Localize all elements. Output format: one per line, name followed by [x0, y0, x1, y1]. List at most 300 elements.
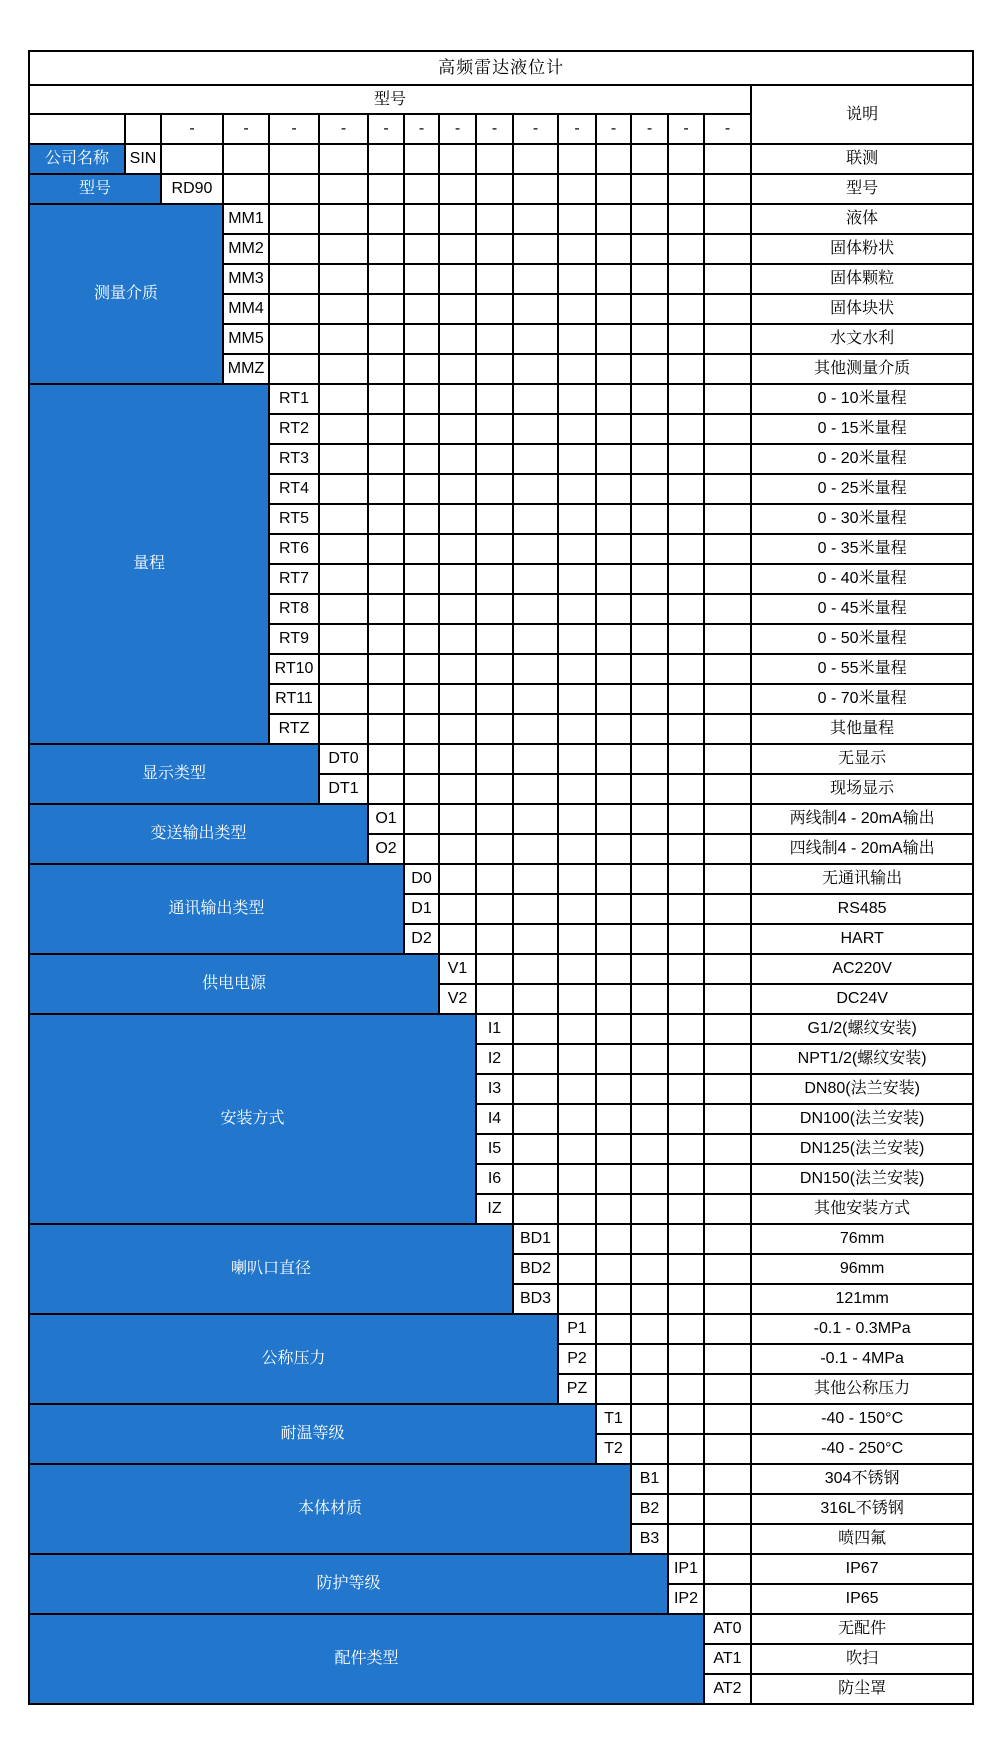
empty-cell	[704, 1224, 751, 1254]
empty-cell	[596, 654, 631, 684]
empty-cell	[513, 264, 558, 294]
empty-cell	[596, 414, 631, 444]
empty-cell	[631, 234, 668, 264]
empty-cell	[668, 1524, 704, 1554]
empty-cell	[631, 204, 668, 234]
empty-cell	[439, 294, 476, 324]
empty-cell	[269, 324, 319, 354]
description-cell: 防尘罩	[751, 1674, 973, 1704]
empty-cell	[631, 384, 668, 414]
empty-cell	[269, 144, 319, 174]
code-cell: D1	[404, 894, 439, 924]
dash-cell: -	[513, 114, 558, 144]
empty-cell	[704, 1524, 751, 1554]
empty-cell	[368, 444, 404, 474]
empty-cell	[513, 894, 558, 924]
empty-cell	[368, 684, 404, 714]
empty-cell	[668, 414, 704, 444]
dash-cell: -	[269, 114, 319, 144]
empty-cell	[704, 504, 751, 534]
empty-cell	[668, 1314, 704, 1344]
empty-cell	[269, 354, 319, 384]
empty-cell	[439, 594, 476, 624]
empty-cell	[596, 834, 631, 864]
empty-cell	[631, 684, 668, 714]
empty-cell	[476, 924, 513, 954]
empty-cell	[668, 1044, 704, 1074]
empty-cell	[596, 1284, 631, 1314]
empty-cell	[704, 1464, 751, 1494]
empty-cell	[631, 1434, 668, 1464]
description-cell: HART	[751, 924, 973, 954]
code-cell: B2	[631, 1494, 668, 1524]
empty-cell	[558, 864, 596, 894]
empty-cell	[368, 774, 404, 804]
empty-cell	[319, 414, 368, 444]
description-cell: 其他公称压力	[751, 1374, 973, 1404]
empty-cell	[476, 384, 513, 414]
empty-cell	[704, 1194, 751, 1224]
dash-cell: -	[631, 114, 668, 144]
empty-cell	[476, 864, 513, 894]
empty-cell	[558, 834, 596, 864]
code-cell: AT2	[704, 1674, 751, 1704]
empty-cell	[404, 414, 439, 444]
empty-cell	[368, 384, 404, 414]
empty-cell	[476, 444, 513, 474]
empty-cell	[558, 894, 596, 924]
empty-cell	[368, 294, 404, 324]
code-cell: D0	[404, 864, 439, 894]
empty-cell	[558, 1074, 596, 1104]
dash-cell: -	[439, 114, 476, 144]
code-cell: V2	[439, 984, 476, 1014]
empty-cell	[476, 474, 513, 504]
empty-cell	[439, 504, 476, 534]
empty-cell	[596, 1134, 631, 1164]
empty-cell	[513, 474, 558, 504]
empty-cell	[668, 894, 704, 924]
empty-cell	[476, 294, 513, 324]
dash-cell: -	[404, 114, 439, 144]
table-row	[29, 744, 973, 774]
empty-cell	[596, 1074, 631, 1104]
empty-cell	[558, 954, 596, 984]
code-cell: RT11	[269, 684, 319, 714]
empty-cell	[704, 594, 751, 624]
empty-cell	[631, 1194, 668, 1224]
empty-cell	[558, 324, 596, 354]
category-cell: 量程	[29, 384, 269, 744]
empty-cell	[558, 594, 596, 624]
empty-cell	[368, 534, 404, 564]
description-cell: 无通讯输出	[751, 864, 973, 894]
empty-cell	[404, 354, 439, 384]
description-cell: DN100(法兰安装)	[751, 1104, 973, 1134]
empty-cell	[513, 834, 558, 864]
empty-cell	[596, 1254, 631, 1284]
category-cell: 公称压力	[29, 1314, 558, 1404]
empty-cell	[513, 1194, 558, 1224]
empty-cell	[668, 1434, 704, 1464]
empty-cell	[404, 534, 439, 564]
empty-cell	[404, 324, 439, 354]
empty-cell	[631, 324, 668, 354]
empty-cell	[223, 144, 269, 174]
empty-cell	[476, 804, 513, 834]
empty-cell	[596, 234, 631, 264]
table-row	[29, 384, 973, 414]
description-cell: 四线制4 - 20mA输出	[751, 834, 973, 864]
code-cell: RT3	[269, 444, 319, 474]
empty-cell	[631, 1224, 668, 1254]
empty-cell	[596, 504, 631, 534]
empty-cell	[29, 114, 125, 144]
empty-cell	[439, 684, 476, 714]
empty-cell	[704, 864, 751, 894]
empty-cell	[439, 174, 476, 204]
empty-cell	[631, 594, 668, 624]
empty-cell	[631, 144, 668, 174]
empty-cell	[558, 444, 596, 474]
empty-cell	[668, 1404, 704, 1434]
empty-cell	[368, 264, 404, 294]
empty-cell	[704, 444, 751, 474]
code-cell: MM1	[223, 204, 269, 234]
empty-cell	[558, 204, 596, 234]
empty-cell	[631, 624, 668, 654]
code-cell: MM5	[223, 324, 269, 354]
description-cell: 联测	[751, 144, 973, 174]
empty-cell	[631, 654, 668, 684]
description-cell: 76mm	[751, 1224, 973, 1254]
empty-cell	[513, 1104, 558, 1134]
empty-cell	[596, 1014, 631, 1044]
empty-cell	[596, 1044, 631, 1074]
empty-cell	[558, 384, 596, 414]
dash-cell: -	[223, 114, 269, 144]
empty-cell	[596, 294, 631, 324]
empty-cell	[596, 264, 631, 294]
dash-cell: -	[668, 114, 704, 144]
empty-cell	[704, 384, 751, 414]
empty-cell	[404, 444, 439, 474]
code-cell: MM2	[223, 234, 269, 264]
empty-cell	[513, 444, 558, 474]
code-cell: RT8	[269, 594, 319, 624]
empty-cell	[476, 714, 513, 744]
empty-cell	[704, 744, 751, 774]
empty-cell	[631, 564, 668, 594]
empty-cell	[704, 414, 751, 444]
empty-cell	[476, 984, 513, 1014]
code-cell: I1	[476, 1014, 513, 1044]
empty-cell	[704, 1044, 751, 1074]
empty-cell	[125, 114, 161, 144]
empty-cell	[161, 144, 223, 174]
empty-cell	[558, 1134, 596, 1164]
empty-cell	[319, 474, 368, 504]
empty-cell	[631, 1374, 668, 1404]
empty-cell	[558, 1014, 596, 1044]
description-cell: 固体块状	[751, 294, 973, 324]
model-header-row	[29, 85, 973, 114]
empty-cell	[513, 1014, 558, 1044]
empty-cell	[558, 804, 596, 834]
empty-cell	[668, 1074, 704, 1104]
code-cell: O2	[368, 834, 404, 864]
empty-cell	[704, 774, 751, 804]
empty-cell	[319, 534, 368, 564]
empty-cell	[668, 684, 704, 714]
empty-cell	[476, 834, 513, 864]
empty-cell	[476, 234, 513, 264]
description-cell: 其他测量介质	[751, 354, 973, 384]
empty-cell	[269, 204, 319, 234]
code-cell: I3	[476, 1074, 513, 1104]
empty-cell	[704, 324, 751, 354]
empty-cell	[668, 174, 704, 204]
description-cell: 0 - 35米量程	[751, 534, 973, 564]
table-row	[29, 1614, 973, 1644]
empty-cell	[368, 744, 404, 774]
code-cell: B1	[631, 1464, 668, 1494]
code-cell: PZ	[558, 1374, 596, 1404]
description-cell: 吹扫	[751, 1644, 973, 1674]
empty-cell	[596, 444, 631, 474]
table-row	[29, 1404, 973, 1434]
empty-cell	[596, 564, 631, 594]
empty-cell	[704, 174, 751, 204]
description-cell: NPT1/2(螺纹安装)	[751, 1044, 973, 1074]
empty-cell	[439, 264, 476, 294]
empty-cell	[439, 834, 476, 864]
empty-cell	[668, 144, 704, 174]
description-cell: IP65	[751, 1584, 973, 1614]
empty-cell	[476, 354, 513, 384]
empty-cell	[631, 1314, 668, 1344]
empty-cell	[596, 894, 631, 924]
empty-cell	[513, 654, 558, 684]
empty-cell	[631, 264, 668, 294]
description-cell: 121mm	[751, 1284, 973, 1314]
description-cell: 304不锈钢	[751, 1464, 973, 1494]
empty-cell	[439, 744, 476, 774]
empty-cell	[558, 534, 596, 564]
code-cell: RT1	[269, 384, 319, 414]
title-row	[29, 51, 973, 85]
empty-cell	[404, 564, 439, 594]
code-cell: RT10	[269, 654, 319, 684]
empty-cell	[704, 1314, 751, 1344]
empty-cell	[476, 654, 513, 684]
empty-cell	[439, 774, 476, 804]
empty-cell	[596, 984, 631, 1014]
category-cell: 显示类型	[29, 744, 319, 804]
empty-cell	[704, 984, 751, 1014]
empty-cell	[704, 834, 751, 864]
code-cell: RTZ	[269, 714, 319, 744]
empty-cell	[513, 864, 558, 894]
empty-cell	[404, 744, 439, 774]
empty-cell	[558, 714, 596, 744]
code-cell: I4	[476, 1104, 513, 1134]
empty-cell	[668, 1464, 704, 1494]
empty-cell	[596, 774, 631, 804]
empty-cell	[668, 204, 704, 234]
empty-cell	[319, 294, 368, 324]
empty-cell	[558, 1164, 596, 1194]
code-cell: DT0	[319, 744, 368, 774]
code-cell: RT9	[269, 624, 319, 654]
empty-cell	[631, 1284, 668, 1314]
empty-cell	[513, 1044, 558, 1074]
empty-cell	[631, 924, 668, 954]
empty-cell	[513, 624, 558, 654]
empty-cell	[513, 684, 558, 714]
description-cell: -40 - 250°C	[751, 1434, 973, 1464]
empty-cell	[513, 1134, 558, 1164]
empty-cell	[513, 414, 558, 444]
code-cell: V1	[439, 954, 476, 984]
empty-cell	[668, 534, 704, 564]
dash-cell: -	[161, 114, 223, 144]
page-title: 高频雷达液位计	[29, 51, 973, 85]
empty-cell	[319, 594, 368, 624]
empty-cell	[704, 354, 751, 384]
code-cell: IZ	[476, 1194, 513, 1224]
empty-cell	[476, 894, 513, 924]
empty-cell	[513, 564, 558, 594]
code-cell: I5	[476, 1134, 513, 1164]
empty-cell	[596, 204, 631, 234]
empty-cell	[368, 144, 404, 174]
empty-cell	[631, 1014, 668, 1044]
empty-cell	[631, 1254, 668, 1284]
empty-cell	[631, 174, 668, 204]
empty-cell	[558, 264, 596, 294]
empty-cell	[631, 804, 668, 834]
code-cell: T2	[596, 1434, 631, 1464]
empty-cell	[439, 534, 476, 564]
empty-cell	[596, 1194, 631, 1224]
empty-cell	[668, 1164, 704, 1194]
empty-cell	[368, 474, 404, 504]
empty-cell	[558, 504, 596, 534]
empty-cell	[513, 594, 558, 624]
table-row	[29, 1014, 973, 1044]
empty-cell	[704, 1074, 751, 1104]
empty-cell	[668, 924, 704, 954]
empty-cell	[596, 804, 631, 834]
empty-cell	[404, 504, 439, 534]
empty-cell	[439, 654, 476, 684]
description-cell: 两线制4 - 20mA输出	[751, 804, 973, 834]
code-cell: RT6	[269, 534, 319, 564]
empty-cell	[558, 1284, 596, 1314]
code-cell: I2	[476, 1044, 513, 1074]
empty-cell	[704, 234, 751, 264]
code-cell: BD2	[513, 1254, 558, 1284]
empty-cell	[476, 324, 513, 354]
empty-cell	[319, 684, 368, 714]
empty-cell	[319, 354, 368, 384]
empty-cell	[513, 774, 558, 804]
empty-cell	[558, 654, 596, 684]
empty-cell	[631, 1344, 668, 1374]
description-cell: DC24V	[751, 984, 973, 1014]
empty-cell	[368, 324, 404, 354]
empty-cell	[319, 324, 368, 354]
empty-cell	[439, 804, 476, 834]
empty-cell	[668, 744, 704, 774]
empty-cell	[631, 474, 668, 504]
empty-cell	[631, 1104, 668, 1134]
empty-cell	[513, 174, 558, 204]
empty-cell	[476, 684, 513, 714]
empty-cell	[704, 924, 751, 954]
empty-cell	[404, 774, 439, 804]
empty-cell	[368, 714, 404, 744]
code-cell: RT4	[269, 474, 319, 504]
empty-cell	[439, 714, 476, 744]
code-cell: P2	[558, 1344, 596, 1374]
empty-cell	[439, 474, 476, 504]
empty-cell	[513, 204, 558, 234]
empty-cell	[368, 204, 404, 234]
empty-cell	[668, 564, 704, 594]
empty-cell	[404, 264, 439, 294]
empty-cell	[631, 744, 668, 774]
empty-cell	[476, 204, 513, 234]
empty-cell	[668, 774, 704, 804]
empty-cell	[404, 684, 439, 714]
empty-cell	[476, 624, 513, 654]
description-cell: 无显示	[751, 744, 973, 774]
empty-cell	[704, 1254, 751, 1284]
empty-cell	[368, 624, 404, 654]
description-cell: 固体粉状	[751, 234, 973, 264]
table-row	[29, 204, 973, 234]
empty-cell	[558, 984, 596, 1014]
empty-cell	[558, 684, 596, 714]
empty-cell	[704, 144, 751, 174]
empty-cell	[404, 714, 439, 744]
empty-cell	[596, 924, 631, 954]
empty-cell	[404, 294, 439, 324]
code-cell: AT0	[704, 1614, 751, 1644]
empty-cell	[668, 804, 704, 834]
dash-cell: -	[476, 114, 513, 144]
empty-cell	[631, 414, 668, 444]
empty-cell	[513, 804, 558, 834]
code-cell: MM4	[223, 294, 269, 324]
empty-cell	[631, 864, 668, 894]
description-cell: 喷四氟	[751, 1524, 973, 1554]
empty-cell	[269, 174, 319, 204]
empty-cell	[476, 594, 513, 624]
code-cell: RT7	[269, 564, 319, 594]
empty-cell	[596, 1224, 631, 1254]
category-cell: 供电电源	[29, 954, 439, 1014]
description-cell: 其他安装方式	[751, 1194, 973, 1224]
empty-cell	[513, 924, 558, 954]
empty-cell	[631, 774, 668, 804]
empty-cell	[558, 624, 596, 654]
code-cell: AT1	[704, 1644, 751, 1674]
category-cell: 防护等级	[29, 1554, 668, 1614]
empty-cell	[558, 1194, 596, 1224]
